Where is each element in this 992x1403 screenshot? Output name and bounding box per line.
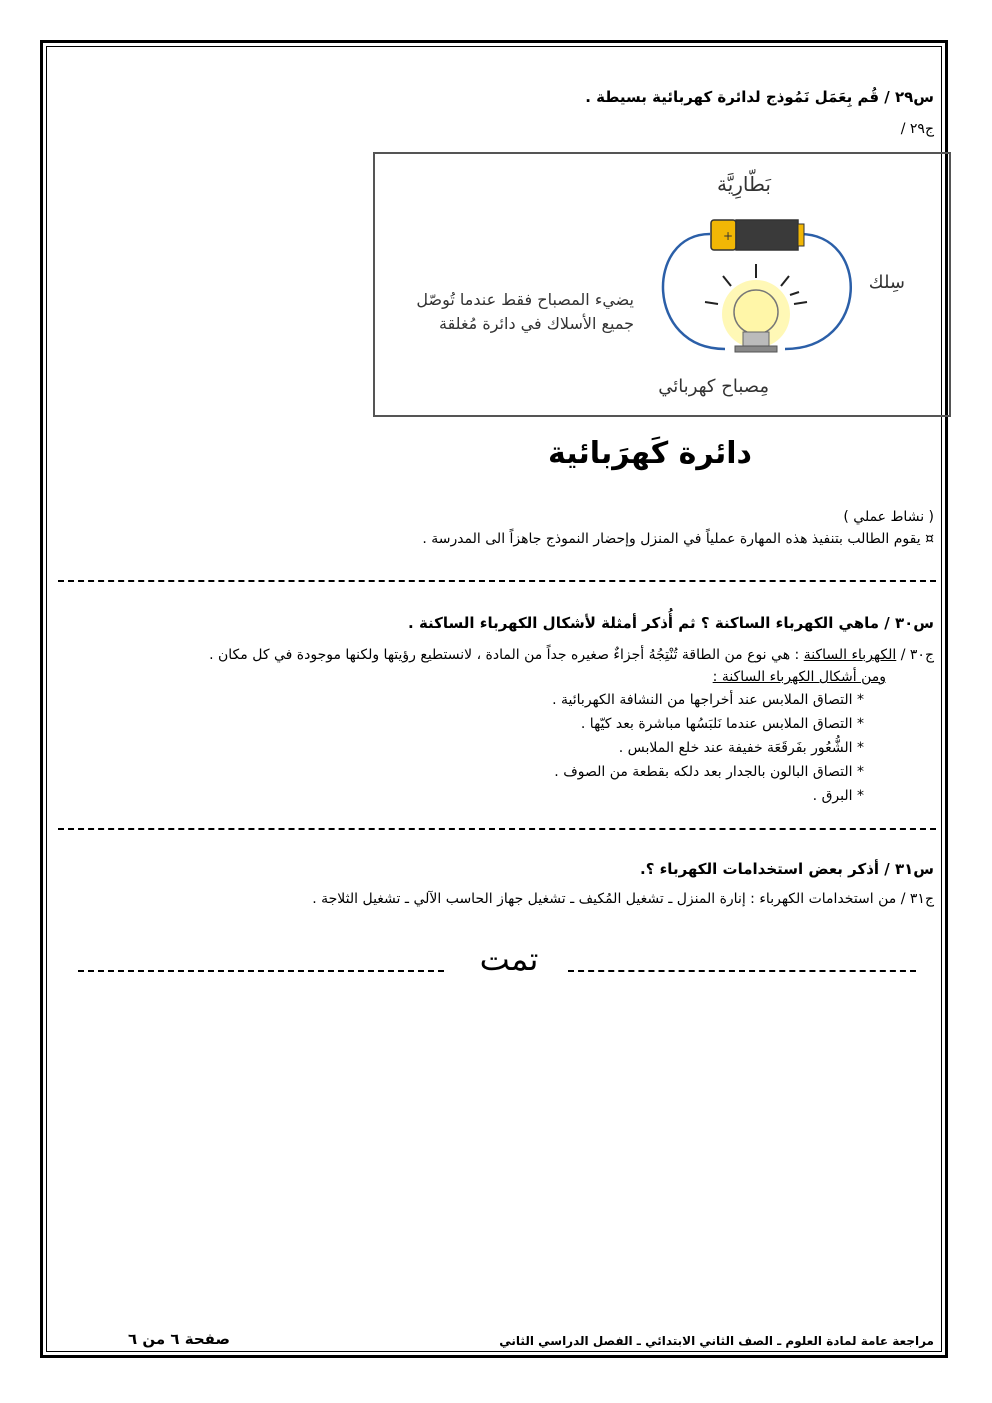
list-item: * الشُّعُور بفَرقَعَة خفيفة عند خلع الملابس . xyxy=(618,740,864,756)
list-item: * التصاق الملابس عند أخراجها من النشافة الكهربائية . xyxy=(552,692,864,708)
footer-page-number: صفحة ٦ من ٦ xyxy=(128,1330,230,1348)
answer-29-label: ج٢٩ / xyxy=(900,121,934,137)
end-line-right xyxy=(568,970,916,972)
circuit-note-line1: يضيء المصباح فقط عندما تُوصّل xyxy=(416,290,634,309)
answer-31: ج٣١ / من استخدامات الكهرباء : إنارة المنزل ـ تشغيل المُكيف ـ تشغيل جهاز الحاسب الآلي ـ تشغيل الثلاجة . xyxy=(312,891,934,907)
circuit-note-line2: جميع الأسلاك في دائرة مُغلقة xyxy=(438,314,634,333)
answer-30 xyxy=(120,644,934,667)
figure-caption: دائرة كَهرَبائية xyxy=(548,436,752,471)
list-item: * التصاق البالون بالجدار بعد دلكه بقطعة من الصوف . xyxy=(554,764,864,780)
answer-30-prefix: ج٣٠ / xyxy=(900,647,934,663)
battery-icon xyxy=(711,220,804,250)
footer-title: مراجعة عامة لمادة العلوم ـ الصف الثاني الابتدائي ـ الفصل الدراسي الثاني xyxy=(499,1334,934,1348)
battery-label: بَطّارِيَّة xyxy=(716,172,771,196)
lamp-icon xyxy=(705,264,807,352)
list-item: * البرق . xyxy=(812,788,864,804)
wire-right xyxy=(785,234,851,349)
lamp-label: مِصباح كهربائي xyxy=(658,376,769,397)
wire-left xyxy=(663,234,725,349)
question-30: س٣٠ / ماهي الكهرباء الساكنة ؟ ثم أُذكر أمثلة لأشكال الكهرباء الساكنة . xyxy=(408,614,934,632)
activity-text: ¤ يقوم الطالب بتنفيذ هذه المهارة عملياً في المنزل وإحضار النموذج جاهزاً الى المدرسة . xyxy=(422,531,934,547)
answer-30-term: الكهرباء الساكنة xyxy=(803,647,897,663)
separator-2 xyxy=(58,828,936,830)
circuit-figure xyxy=(373,152,951,417)
forms-list xyxy=(552,688,864,808)
separator-1 xyxy=(58,580,936,582)
forms-title: ومن أشكال الكهرباء الساكنة : xyxy=(712,669,886,685)
svg-text:+: + xyxy=(723,229,734,243)
question-31: س٣١ / أذكر بعض استخدامات الكهرباء ؟. xyxy=(640,860,934,878)
end-word: تمت xyxy=(479,940,539,978)
list-item: * التصاق الملابس عندما نَلبَسُها مباشرة بعد كيّها . xyxy=(580,716,864,732)
end-line-left xyxy=(78,970,444,972)
activity-label: ( نشاط عملي ) xyxy=(843,509,934,525)
answer-30-text: : هي نوع من الطاقة تُنْتِجُهُ أجزاءٌ صغيره جداً من المادة ، لانستطيع رؤيتها ولكنها موجودة في كل مكان . xyxy=(209,647,800,663)
question-29: س٢٩ / قُم بِعَمَل نَمُوذج لدائرة كهربائية بسيطة . xyxy=(585,88,934,106)
wire-label: سِلك xyxy=(868,272,905,293)
